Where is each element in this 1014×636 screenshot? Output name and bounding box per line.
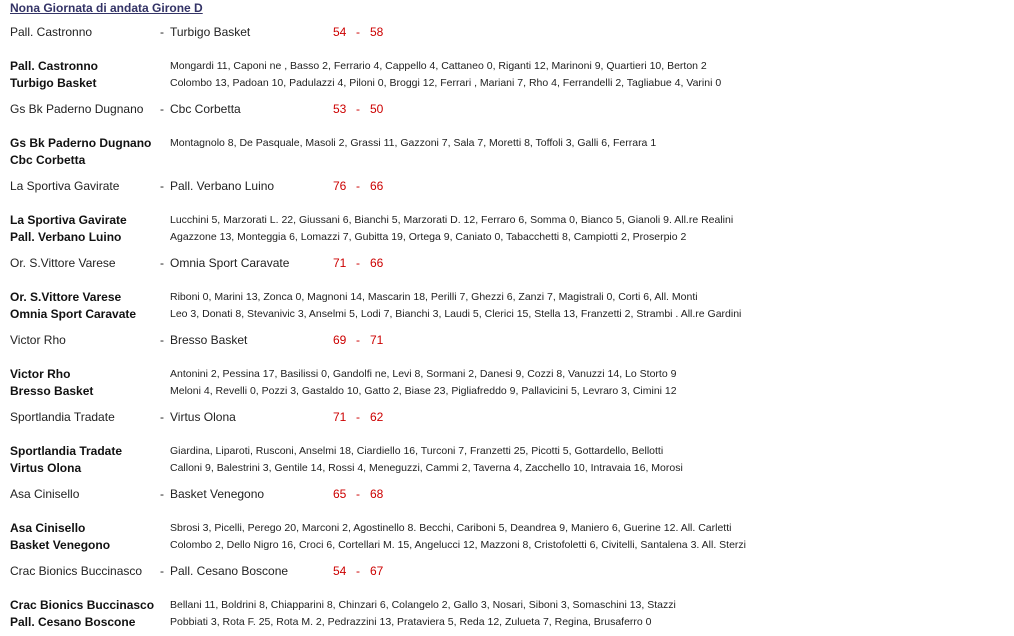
result-row — [0, 486, 1014, 502]
result-row — [0, 24, 1014, 40]
home-lineup-row — [0, 212, 1014, 228]
away-team-name: Basket Venegono — [170, 487, 265, 501]
away-lineup: Colombo 13, Padoan 10, Padulazzi 4, Piloni 0, Broggi 12, Ferrari , Mariani 7, Rho 4, Ferrandelli 2, Tagliabue 4, Varini 0 — [170, 77, 722, 89]
home-score: 69 — [333, 333, 347, 347]
home-team-name: Victor Rho — [10, 333, 66, 347]
away-lineup: Meloni 4, Revelli 0, Pozzi 3, Gastaldo 10, Gatto 2, Biase 23, Pigliafreddo 9, Pallavicini 5, Levraro 3, Cimini 12 — [170, 385, 677, 397]
away-team-label: Basket Venegono — [10, 538, 111, 552]
result-row — [0, 101, 1014, 117]
separator-dash: - — [160, 179, 164, 193]
away-lineup-row — [0, 614, 1014, 630]
score-separator: - — [356, 410, 360, 424]
away-score: 67 — [370, 564, 384, 578]
away-score: 68 — [370, 487, 384, 501]
home-lineup: Mongardi 11, Caponi ne , Basso 2, Ferrario 4, Cappello 4, Cattaneo 0, Riganti 12, Marinoni 9, Quartieri 10, Berton 2 — [170, 60, 707, 72]
home-lineup: Montagnolo 8, De Pasquale, Masoli 2, Grassi 11, Gazzoni 7, Sala 7, Moretti 8, Toffoli 3, Galli 6, Ferrara 1 — [170, 137, 657, 149]
result-row — [0, 409, 1014, 425]
away-team-name: Cbc Corbetta — [170, 102, 241, 116]
home-score: 76 — [333, 179, 347, 193]
home-lineup: Sbrosi 3, Picelli, Perego 20, Marconi 2, Agostinello 8. Becchi, Cariboni 5, Deandrea 9, Maniero 6, Guerine 12. All. Carletti — [170, 522, 732, 534]
away-team-name: Omnia Sport Caravate — [170, 256, 290, 270]
home-team-name: La Sportiva Gavirate — [10, 179, 120, 193]
home-team-label: Pall. Castronno — [10, 59, 99, 73]
away-team-label: Bresso Basket — [10, 384, 94, 398]
away-team-label: Virtus Olona — [10, 461, 82, 475]
home-team-label: Crac Bionics Buccinasco — [10, 598, 155, 612]
home-score: 53 — [333, 102, 347, 116]
away-score: 71 — [370, 333, 384, 347]
home-lineup-row — [0, 597, 1014, 613]
away-team-label: Pall. Cesano Boscone — [10, 615, 136, 629]
home-lineup-row — [0, 443, 1014, 459]
away-team-name: Pall. Cesano Boscone — [170, 564, 289, 578]
home-team-name: Gs Bk Paderno Dugnano — [10, 102, 144, 116]
away-team-name: Bresso Basket — [170, 333, 248, 347]
away-lineup-row — [0, 383, 1014, 399]
home-lineup-row — [0, 366, 1014, 382]
home-score: 71 — [333, 256, 347, 270]
home-lineup: Lucchini 5, Marzorati L. 22, Giussani 6, Bianchi 5, Marzorati D. 12, Ferraro 6, Somma 0, Bianco 5, Gianoli 9. All.re Realini — [170, 214, 734, 226]
page-title: Nona Giornata di andata Girone D — [10, 1, 203, 15]
score-separator: - — [356, 487, 360, 501]
away-score: 66 — [370, 256, 384, 270]
home-team-label: Sportlandia Tradate — [10, 444, 123, 458]
away-team-name: Virtus Olona — [170, 410, 236, 424]
home-lineup: Giardina, Liparoti, Rusconi, Anselmi 18, Ciardiello 16, Turconi 7, Franzetti 25, Picotti 5, Gottardello, Bellotti — [170, 445, 664, 457]
score-separator: - — [356, 179, 360, 193]
separator-dash: - — [160, 410, 164, 424]
away-lineup-row — [0, 460, 1014, 476]
separator-dash: - — [160, 333, 164, 347]
score-separator: - — [356, 25, 360, 39]
home-team-label: Asa Cinisello — [10, 521, 86, 535]
home-team-label: La Sportiva Gavirate — [10, 213, 127, 227]
score-separator: - — [356, 333, 360, 347]
result-row — [0, 255, 1014, 271]
result-row — [0, 332, 1014, 348]
home-score: 65 — [333, 487, 347, 501]
separator-dash: - — [160, 564, 164, 578]
score-separator: - — [356, 102, 360, 116]
home-team-name: Or. S.Vittore Varese — [10, 256, 116, 270]
away-lineup: Calloni 9, Balestrini 3, Gentile 14, Rossi 4, Meneguzzi, Cammi 2, Taverna 4, Zacchello 10, Intravaia 16, Morosi — [170, 462, 683, 474]
score-separator: - — [356, 256, 360, 270]
away-team-label: Cbc Corbetta — [10, 153, 86, 167]
separator-dash: - — [160, 487, 164, 501]
away-lineup: Leo 3, Donati 8, Stevanivic 3, Anselmi 5, Lodi 7, Bianchi 3, Laudi 5, Clerici 15, Stella 13, Franzetti 2, Strambi . All.re Gardini — [170, 308, 742, 320]
away-score: 58 — [370, 25, 384, 39]
home-lineup-row — [0, 135, 1014, 151]
home-score: 54 — [333, 25, 347, 39]
home-lineup: Antonini 2, Pessina 17, Basilissi 0, Gandolfi ne, Levi 8, Sormani 2, Danesi 9, Cozzi 8, Vanuzzi 14, Lo Storto 9 — [170, 368, 677, 380]
home-team-name: Crac Bionics Buccinasco — [10, 564, 143, 578]
away-lineup: Agazzone 13, Monteggia 6, Lomazzi 7, Gubitta 19, Ortega 9, Caniato 0, Tabacchetti 8, Campiotti 2, Proserpio 2 — [170, 231, 687, 243]
result-row — [0, 563, 1014, 579]
home-score: 54 — [333, 564, 347, 578]
separator-dash: - — [160, 256, 164, 270]
home-team-name: Asa Cinisello — [10, 487, 80, 501]
away-lineup-row — [0, 306, 1014, 322]
home-lineup-row — [0, 289, 1014, 305]
result-row — [0, 178, 1014, 194]
home-team-label: Gs Bk Paderno Dugnano — [10, 136, 152, 150]
away-lineup: Colombo 2, Dello Nigro 16, Croci 6, Cortellari M. 15, Angelucci 12, Mazzoni 8, Cristofoletti 6, Civitelli, Santalena 3. All. Sterzi — [170, 539, 747, 551]
away-lineup-row — [0, 537, 1014, 553]
away-score: 62 — [370, 410, 384, 424]
home-lineup: Bellani 11, Boldrini 8, Chiapparini 8, Chinzari 6, Colangelo 2, Gallo 3, Nosari, Siboni 3, Somaschini 13, Stazzi — [170, 599, 676, 611]
away-lineup-row — [0, 152, 1014, 168]
away-team-label: Omnia Sport Caravate — [10, 307, 137, 321]
away-team-name: Pall. Verbano Luino — [170, 179, 275, 193]
away-lineup: Pobbiati 3, Rota F. 25, Rota M. 2, Pedrazzini 13, Prataviera 5, Reda 12, Zulueta 7, Regina, Brusaferro 0 — [170, 616, 652, 628]
away-score: 50 — [370, 102, 384, 116]
home-team-label: Victor Rho — [10, 367, 71, 381]
home-lineup-row — [0, 58, 1014, 74]
separator-dash: - — [160, 25, 164, 39]
home-team-name: Pall. Castronno — [10, 25, 93, 39]
home-team-name: Sportlandia Tradate — [10, 410, 115, 424]
score-separator: - — [356, 564, 360, 578]
away-lineup-row — [0, 75, 1014, 91]
away-team-label: Turbigo Basket — [10, 76, 97, 90]
home-score: 71 — [333, 410, 347, 424]
home-lineup-row — [0, 520, 1014, 536]
home-team-label: Or. S.Vittore Varese — [10, 290, 122, 304]
away-team-name: Turbigo Basket — [170, 25, 251, 39]
home-lineup: Riboni 0, Marini 13, Zonca 0, Magnoni 14, Mascarin 18, Perilli 7, Ghezzi 6, Zanzi 7, Magistrali 0, Corti 6, All. Monti — [170, 291, 698, 303]
away-score: 66 — [370, 179, 384, 193]
away-team-label: Pall. Verbano Luino — [10, 230, 122, 244]
away-lineup-row — [0, 229, 1014, 245]
separator-dash: - — [160, 102, 164, 116]
